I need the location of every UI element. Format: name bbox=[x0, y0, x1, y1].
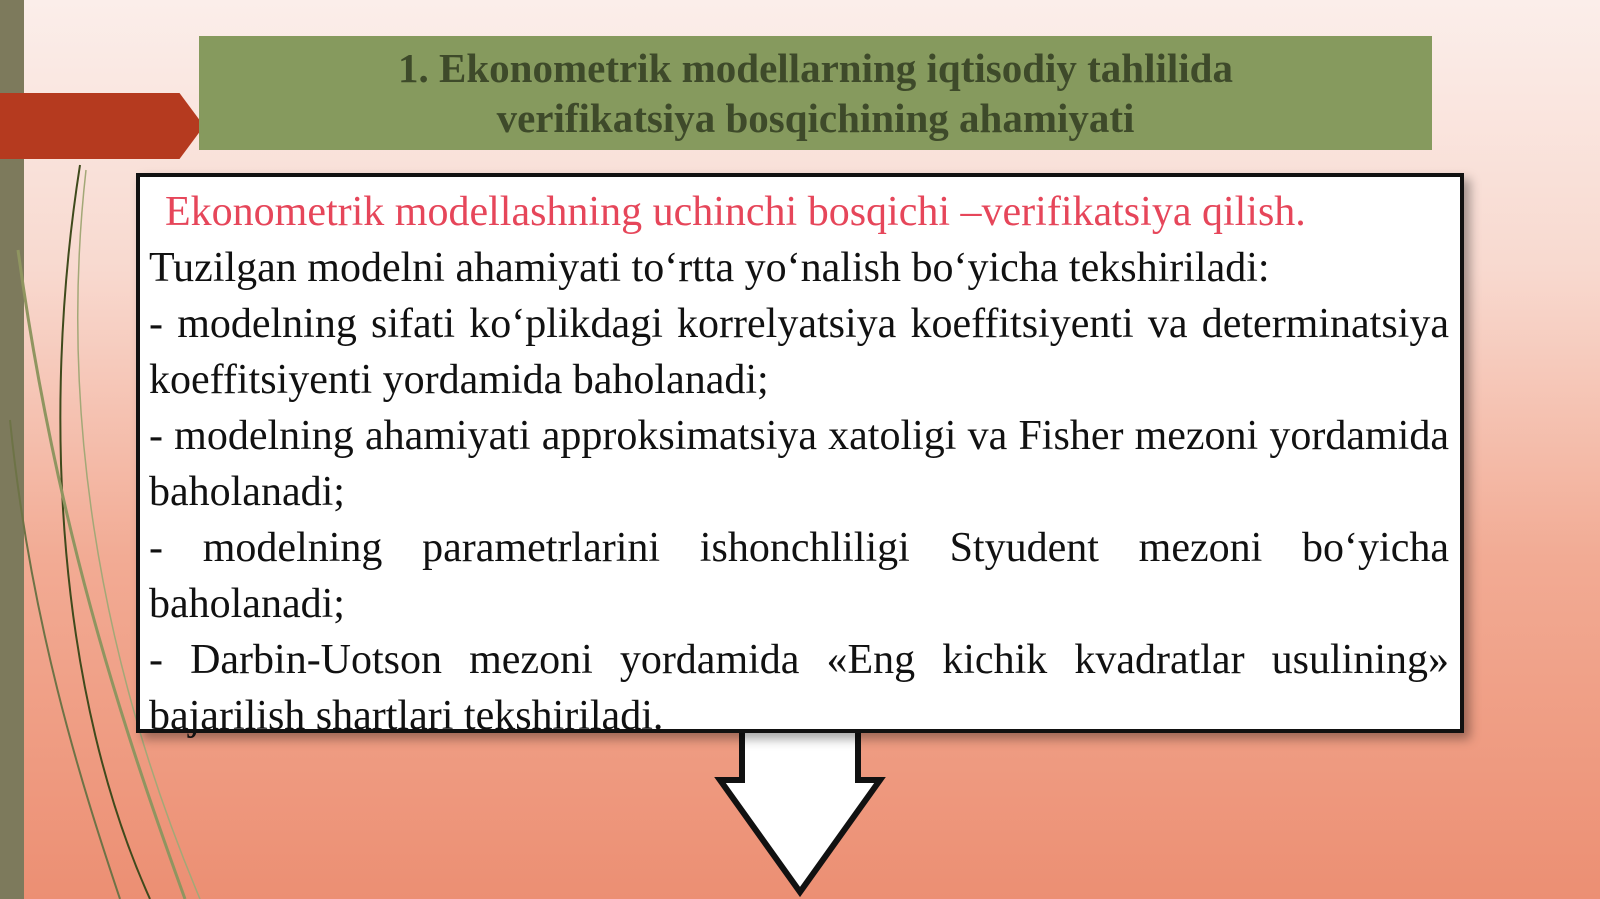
red-arrow-marker bbox=[0, 93, 204, 159]
slide-title bbox=[398, 43, 1233, 143]
list-item: - Darbin-Uotson mezoni yordamida «Eng kichik kvadratlar usulining» bajarilish shartlari tekshiriladi. bbox=[149, 637, 1449, 739]
list-item: - modelning parametrlarini ishonchliligi Styudent mezoni bo‘yicha baholanadi; bbox=[149, 525, 1449, 627]
title-banner bbox=[199, 36, 1432, 150]
content-text bbox=[149, 184, 1449, 744]
title-line-1: 1. Ekonometrik modellarning iqtisodiy tahlilida bbox=[398, 45, 1233, 91]
list-item: - modelning ahamiyati approksimatsiya xatoligi va Fisher mezoni yordamida baholanadi; bbox=[149, 413, 1449, 515]
lead-sentence: Ekonometrik modellashning uchinchi bosqichi –verifikatsiya qilish. bbox=[165, 189, 1306, 235]
down-arrow-icon bbox=[712, 722, 888, 899]
list-item: - modelning sifati ko‘plikdagi korrelyatsiya koeffitsiyenti va determinatsiya koeffitsiyenti yordamida baholanadi; bbox=[149, 301, 1449, 403]
title-line-2: verifikatsiya bosqichining ahamiyati bbox=[496, 95, 1135, 141]
intro-sentence: Tuzilgan modelni ahamiyati to‘rtta yo‘nalish bo‘yicha tekshiriladi: bbox=[149, 245, 1270, 291]
